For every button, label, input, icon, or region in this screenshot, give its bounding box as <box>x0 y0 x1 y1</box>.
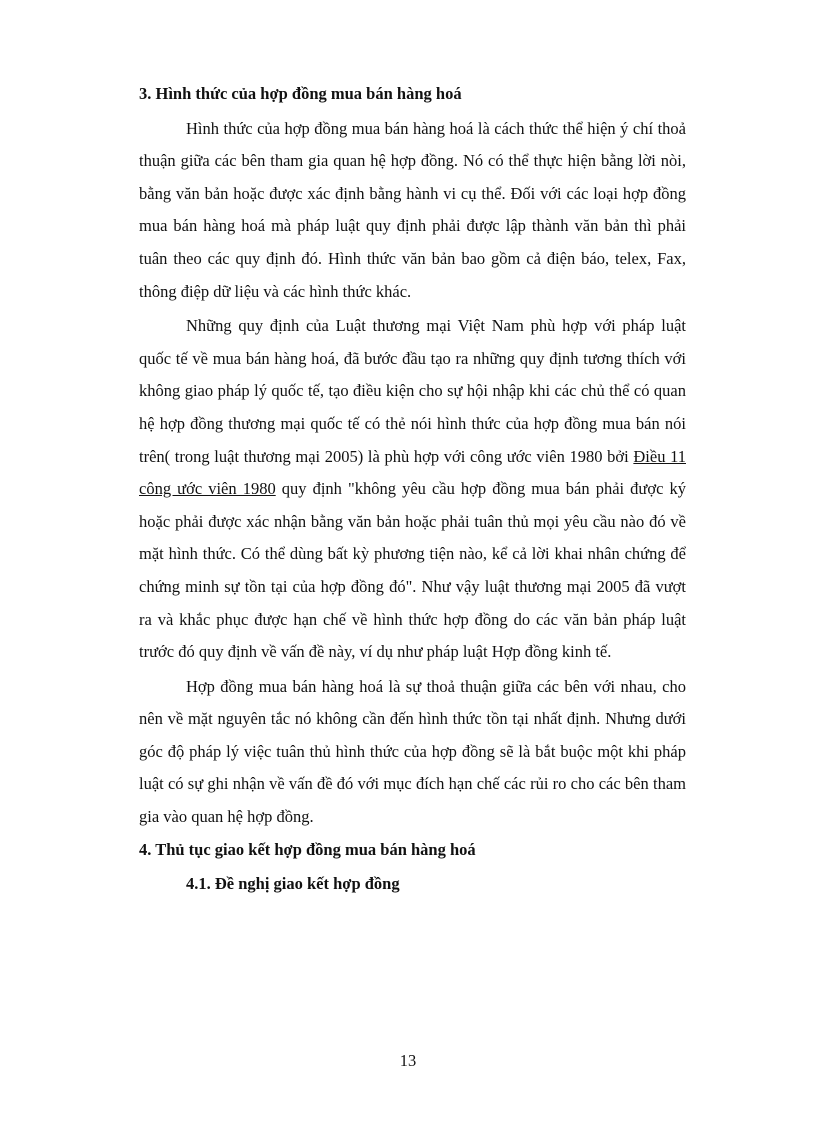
section-4-1-subheading: 4.1. Đề nghị giao kết hợp đồng <box>186 874 400 894</box>
paragraph-2-text-after-link: quy định "không yêu cầu hợp đồng mua bán phải được ký hoặc phải được xác nhận bằng văn bản hoặc phải tuân thủ mọi yêu cầu nào đó về mặt hình thức. Có thể dùng bất kỳ phương tiện nào, kể cả lời khai nhân chứng để chứng minh sự tồn tại của hợp đồng đó". Như vậy luật thương mại 2005 đã vượt ra và khắc phục được hạn chế về hình thức hợp đồng do các văn bản pháp luật trước đó quy định về vấn đề này, ví dụ như pháp luật Hợp đồng kinh tế. <box>139 479 686 662</box>
section-3-paragraph-3: Hợp đồng mua bán hàng hoá là sự thoả thuận giữa các bên với nhau, cho nên về mặt nguyên tắc nó không cần đến hình thức tồn tại nhất định. Nhưng dưới góc độ pháp lý việc tuân thủ hình thức của hợp đồng sẽ là bắt buộc một khi pháp luật có sự ghi nhận về vấn đề đó với mục đích hạn chế các rủi ro cho các bên tham gia vào quan hệ hợp đồng. <box>139 676 686 827</box>
section-3-heading: 3. Hình thức của hợp đồng mua bán hàng hoá <box>139 84 462 103</box>
section-3-paragraph-1: Hình thức của hợp đồng mua bán hàng hoá là cách thức thể hiện ý chí thoả thuận giữa các bên tham gia quan hệ hợp đồng. Nó có thể thực hiện bằng lời nòi, bằng văn bản hoặc được xác định bằng hành vi cụ thể. Đối với các loại hợp đồng mua bán hàng hoá mà pháp luật quy định phải được lập thành văn bản thì phải tuân theo các quy định đó. Hình thức văn bản bao gồm cả điện báo, telex, Fax, thông điệp dữ liệu và các hình thức khác. <box>139 118 686 301</box>
article-11-cisg-link[interactable]: Điều 11 công ước viên 1980 <box>139 446 686 499</box>
paragraph-2-text-before-link: Những quy định của Luật thương mại Việt Nam phù hợp với pháp luật quốc tế về mua bán hàng hoá, đã bước đầu tạo ra những quy định tương thích với không giao pháp lý quốc tế, tạo điều kiện cho sự hội nhập khi các chủ thể có quan hệ hợp đồng thương mại quốc tế có thẻ nói hình thức của hợp đồng mua bán nói trên( trong luật thương mại 2005) là phù hợp với công ước viên 1980 bởi <box>139 316 686 466</box>
section-3-paragraph-2 <box>139 310 686 669</box>
page-number: 13 <box>399 1051 417 1070</box>
page-content <box>139 78 686 901</box>
section-4-heading: 4. Thủ tục giao kết hợp đồng mua bán hàng hoá <box>139 839 476 859</box>
